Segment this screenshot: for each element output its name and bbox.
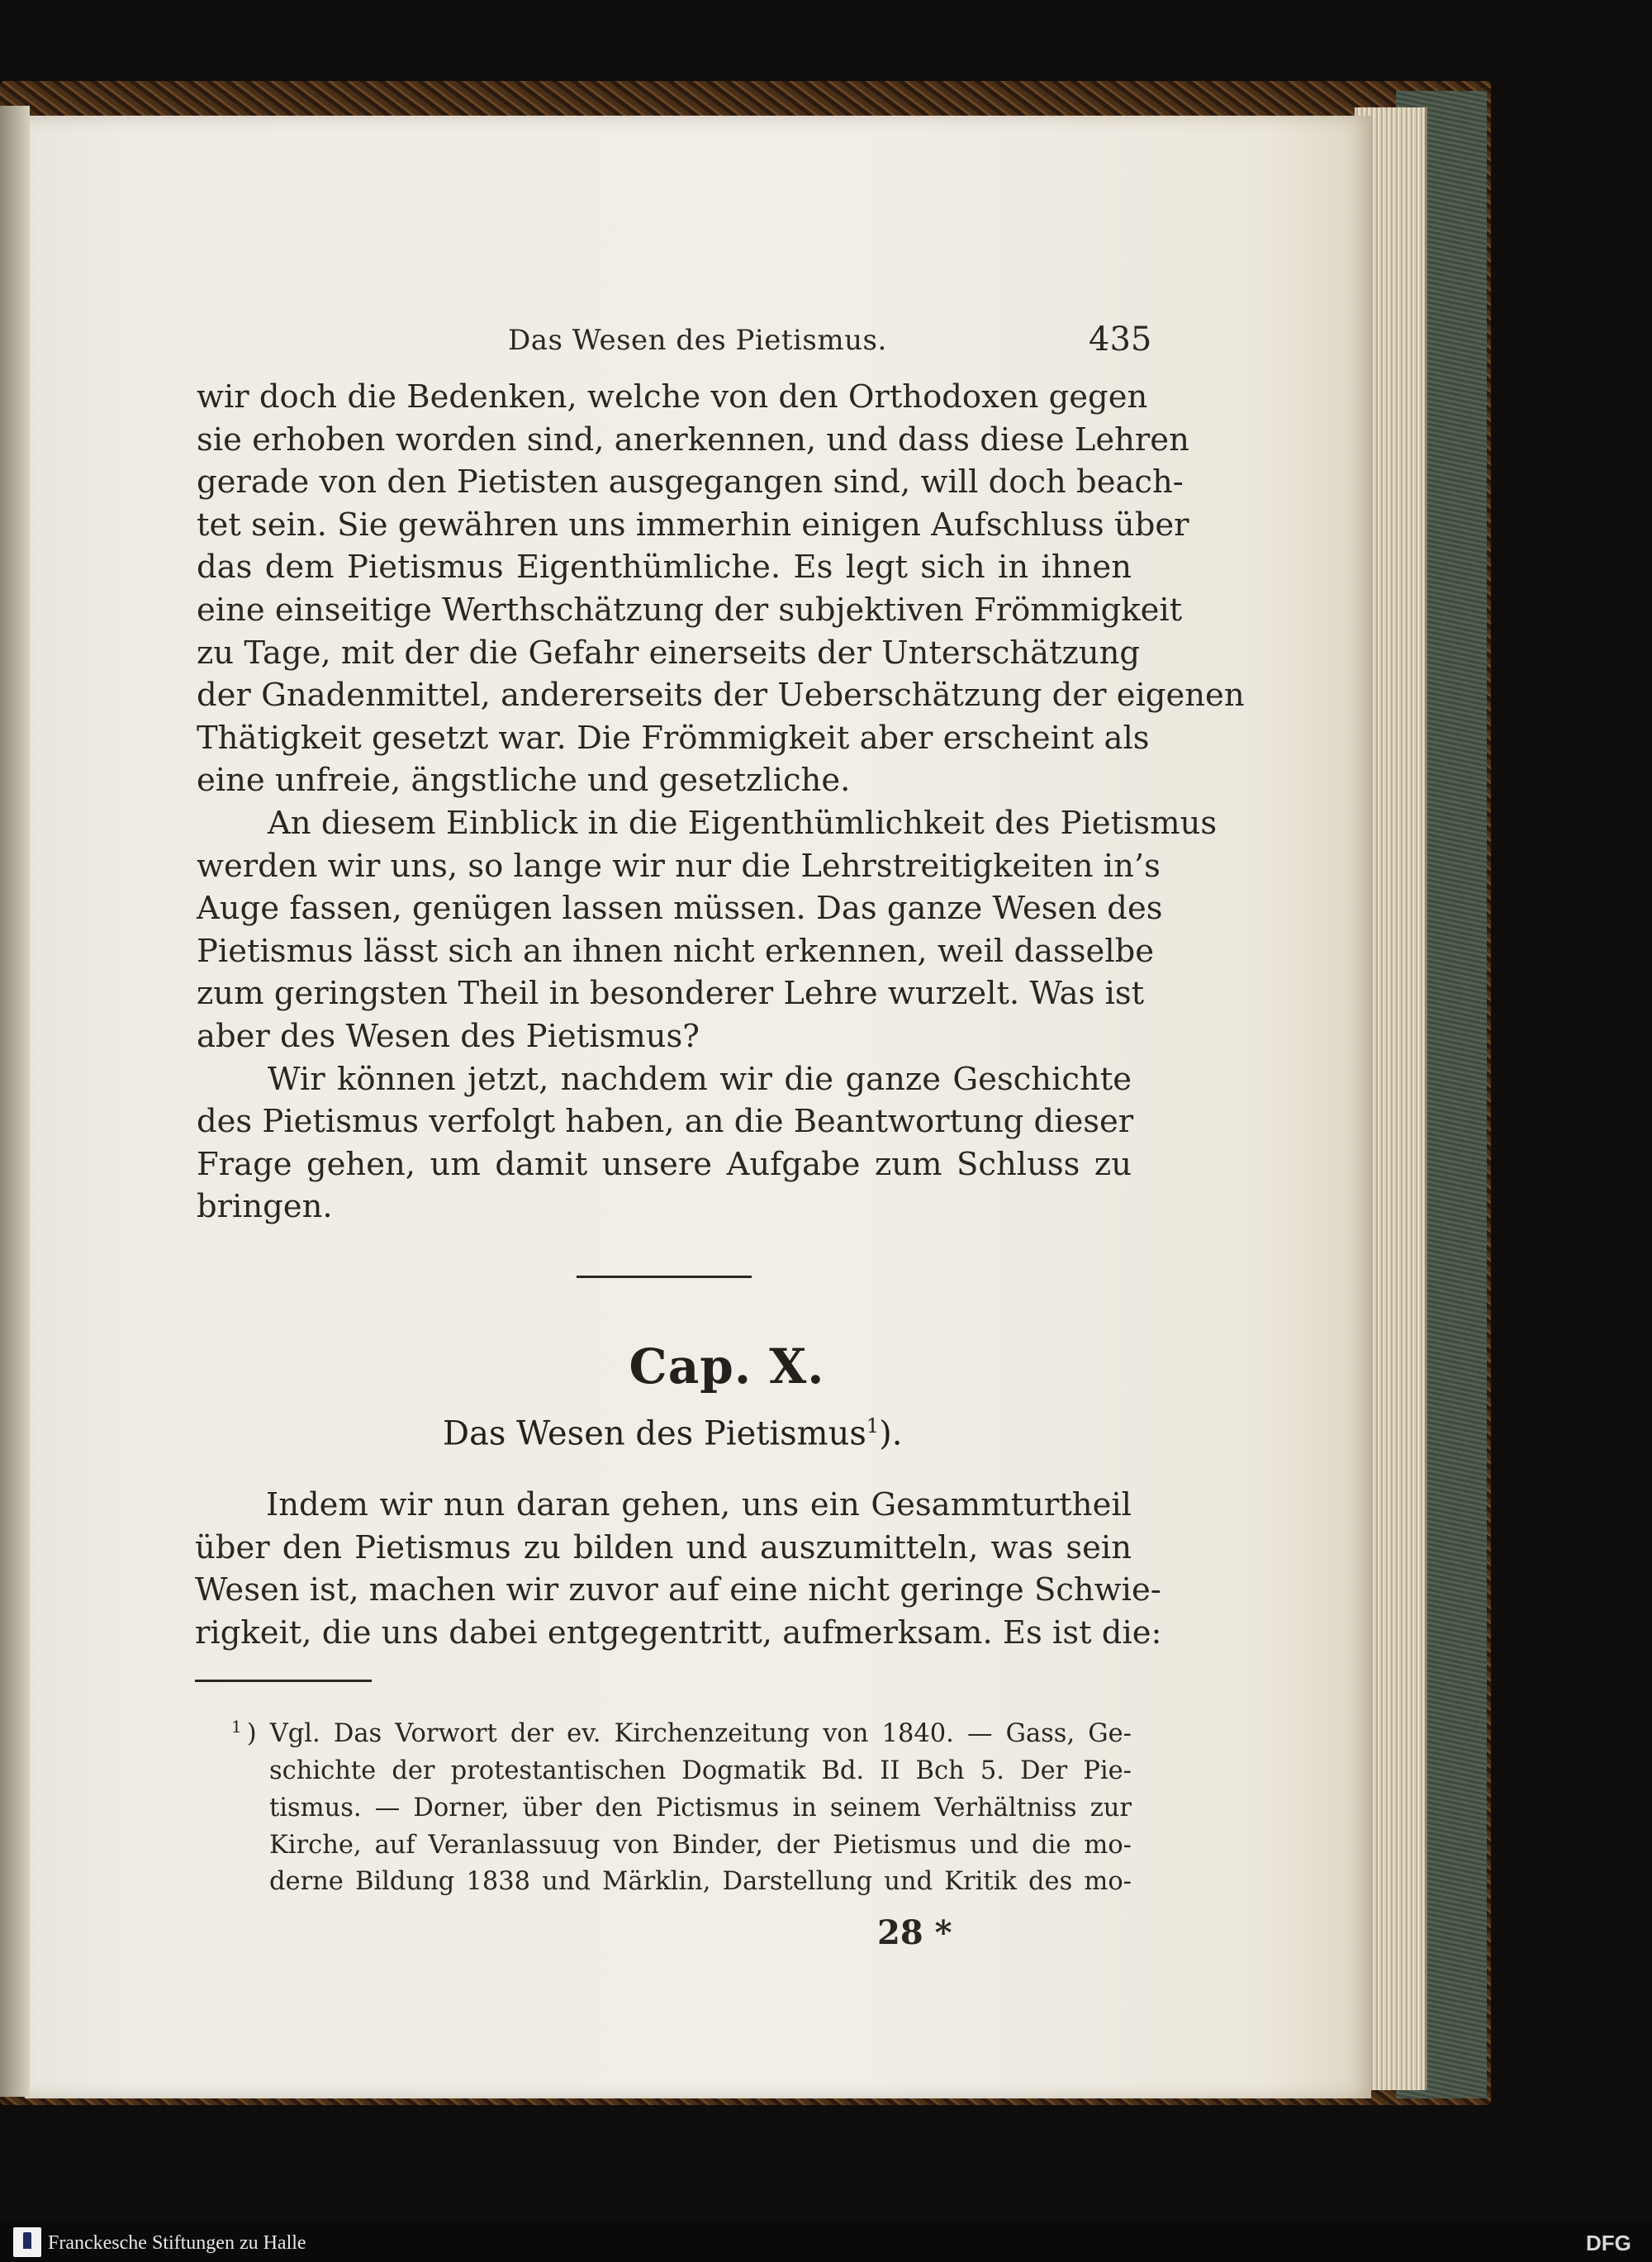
text-line: das dem Pietismus Eigenthümliche. Es legt sich in ihnen — [197, 549, 1132, 587]
footnote-reference: 1 — [866, 1414, 880, 1438]
footnote-divider — [195, 1680, 372, 1682]
text-line: Wir können jetzt, nachdem wir die ganze Geschichte — [268, 1060, 1132, 1098]
text-line: Thätigkeit gesetzt war. Die Frömmigkeit aber erscheint als — [197, 719, 1150, 757]
text-line: aber des Wesen des Pietismus? — [197, 1017, 700, 1055]
text-line: bringen. — [197, 1188, 333, 1226]
text-line: Frage gehen, um damit unsere Aufgabe zum Schluss zu — [197, 1145, 1132, 1183]
text-line: eine unfreie, ängstliche und gesetzliche. — [197, 762, 851, 800]
text-line: der Gnadenmittel, andererseits der Ueberschätzung der eigenen — [197, 677, 1245, 715]
paragraph — [197, 376, 1245, 802]
footnote-line: schichte der protestantischen Dogmatik Bd. II Bch 5. Der Pie- — [269, 1756, 1132, 1785]
footnote-line-text: ) Vgl. Das Vorwort der ev. Kirchenzeitung von 1840. — Gass, Ge- — [246, 1719, 1132, 1749]
footnote-line: tismus. — Dorner, über den Pictismus in seinem Verhältniss zur — [269, 1793, 1132, 1822]
text-line: des Pietismus verfolgt haben, an die Beantwortung dieser — [197, 1103, 1134, 1141]
footnote-block — [233, 1708, 1132, 1901]
chapter-title-text: Das Wesen des Pietismus — [443, 1414, 866, 1453]
text-line: rigkeit, die uns dabei entgegentritt, aufmerksam. Es ist die: — [195, 1613, 1162, 1651]
text-line: werden wir uns, so lange wir nur die Lehrstreitigkeiten in’s — [197, 847, 1161, 885]
footnote-line: derne Bildung 1838 und Märklin, Darstellung und Kritik des mo- — [269, 1867, 1132, 1897]
paragraph — [197, 802, 1218, 1058]
chapter-title — [443, 1414, 902, 1452]
text-line: Indem wir nun daran gehen, uns ein Gesammturtheil — [266, 1486, 1132, 1523]
chapter-number: Cap. X. — [629, 1338, 825, 1395]
body-text-after-chapter — [195, 1484, 1162, 1654]
printer-signature-mark: 28 * — [877, 1913, 952, 1952]
paragraph — [197, 1058, 1132, 1228]
running-title: Das Wesen des Pietismus. — [508, 324, 887, 357]
chapter-heading — [0, 1338, 1652, 1395]
text-line: Wesen ist, machen wir zuvor auf eine nicht geringe Schwie- — [195, 1571, 1161, 1609]
text-line: gerade von den Pietisten ausgegangen sind, will doch beach- — [197, 463, 1184, 501]
footnote-marker: 1 — [231, 1717, 242, 1737]
text-line: sie erhoben worden sind, anerkennen, und dass diese Lehren — [197, 421, 1189, 459]
institution-credit: Franckesche Stiftungen zu Halle — [48, 2232, 306, 2254]
text-line: zum geringsten Theil in besonderer Lehre wurzelt. Was ist — [197, 975, 1145, 1013]
francke-foundation-logo-icon — [13, 2227, 41, 2257]
chapter-title-suffix: ). — [879, 1414, 903, 1453]
footnote-line: Kirche, auf Veranlassuug von Binder, der Pietismus und die mo- — [269, 1830, 1132, 1860]
page-number: 435 — [1089, 321, 1152, 359]
text-line: Pietismus lässt sich an ihnen nicht erkennen, weil dasselbe — [197, 932, 1155, 970]
text-line: wir doch die Bedenken, welche von den Orthodoxen gegen — [197, 378, 1148, 416]
paragraph — [195, 1484, 1162, 1654]
funder-mark: DFG — [1586, 2231, 1631, 2255]
text-line: eine einseitige Werthschätzung der subjektiven Frömmigkeit — [197, 591, 1183, 629]
text-line: zu Tage, mit der die Gefahr einerseits der Unterschätzung — [197, 634, 1141, 672]
footnote-line — [231, 1708, 1132, 1753]
footnote — [233, 1708, 1132, 1901]
text-line: tet sein. Sie gewähren uns immerhin einigen Aufschluss über — [197, 506, 1189, 544]
section-divider — [577, 1276, 752, 1278]
text-line: Auge fassen, genügen lassen müssen. Das ganze Wesen des — [197, 890, 1163, 928]
page-gutter — [0, 106, 30, 2097]
text-line: An diesem Einblick in die Eigenthümlichkeit des Pietismus — [268, 804, 1218, 842]
body-text-before-chapter — [197, 376, 1245, 1228]
text-line: über den Pietismus zu bilden und auszumitteln, was sein — [195, 1528, 1132, 1566]
